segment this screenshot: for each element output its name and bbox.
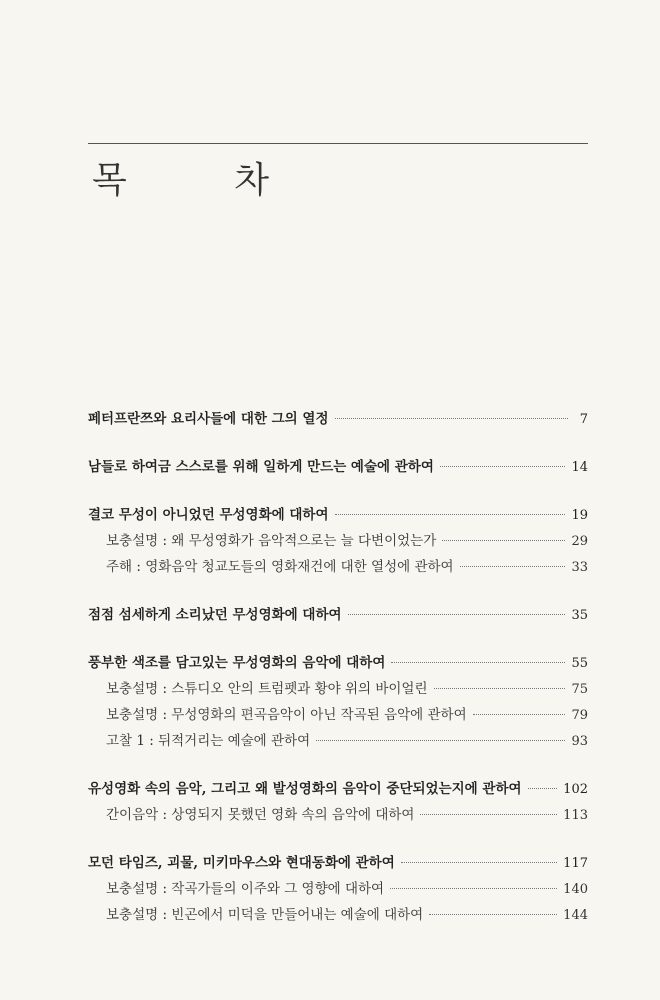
toc-entry-page: 7 [579, 412, 588, 427]
page-title: 목 차 [92, 160, 317, 201]
dot-leader [440, 465, 566, 467]
toc-entry-title: 페터프란쯔와 요리사들에 대한 그의 열정 [88, 411, 329, 427]
header-rule [88, 143, 588, 144]
dot-leader [348, 613, 566, 615]
toc-entry-page: 75 [571, 682, 588, 697]
toc-subentry[interactable] [88, 529, 588, 555]
table-of-contents [88, 407, 588, 929]
toc-entry-page: 14 [571, 460, 588, 475]
toc-entry[interactable] [88, 603, 588, 629]
dot-leader [528, 787, 558, 789]
toc-entry[interactable] [88, 777, 588, 803]
toc-entry[interactable] [88, 455, 588, 481]
toc-entry-page: 102 [563, 782, 588, 797]
dot-leader [391, 661, 565, 663]
toc-entry-page: 19 [571, 508, 588, 523]
toc-entry[interactable] [88, 851, 588, 877]
toc-entry[interactable] [88, 407, 588, 433]
toc-entry-page: 117 [563, 856, 588, 871]
dot-leader [390, 887, 557, 889]
toc-entry[interactable] [88, 503, 588, 529]
toc-entry-page: 55 [571, 656, 588, 671]
toc-entry-page: 29 [571, 534, 588, 549]
toc-entry-title: 주해 : 영화음악 청교도들의 영화재건에 대한 열성에 관하여 [106, 559, 454, 575]
toc-subentry[interactable] [88, 555, 588, 581]
toc-subentry[interactable] [88, 803, 588, 829]
toc-entry-title: 보충설명 : 빈곤에서 미덕을 만들어내는 예술에 대하여 [106, 907, 424, 923]
dot-leader [335, 417, 569, 419]
toc-entry-title: 모던 타임즈, 괴물, 미키마우스와 현대동화에 관하여 [88, 855, 395, 871]
dot-leader [429, 913, 557, 915]
toc-entry-page: 79 [571, 708, 588, 723]
toc-entry-page: 33 [571, 560, 588, 575]
toc-entry-page: 35 [571, 608, 588, 623]
dot-leader [420, 813, 557, 815]
toc-entry-title: 유성영화 속의 음악, 그리고 왜 발성영화의 음악이 중단되었는지에 관하여 [88, 781, 522, 797]
toc-entry-page: 144 [563, 908, 588, 923]
toc-entry-title: 보충설명 : 스튜디오 안의 트럼펫과 황야 위의 바이얼린 [106, 681, 428, 697]
toc-entry-title: 점점 섬세하게 소리났던 무성영화에 대하여 [88, 607, 342, 623]
toc-subentry[interactable] [88, 877, 588, 903]
toc-entry-title: 보충설명 : 무성영화의 편곡음악이 아닌 작곡된 음악에 관하여 [106, 707, 467, 723]
toc-entry-title: 보충설명 : 왜 무성영화가 음악적으로는 늘 다변이었는가 [106, 533, 437, 549]
toc-entry-title: 풍부한 색조를 담고있는 무성영화의 음악에 대하여 [88, 655, 386, 671]
toc-entry-title: 간이음악 : 상영되지 못했던 영화 속의 음악에 대하여 [106, 807, 415, 823]
toc-entry-title: 남들로 하여금 스스로를 위해 일하게 만드는 예술에 관하여 [88, 459, 434, 475]
dot-leader [460, 565, 566, 567]
toc-entry[interactable] [88, 651, 588, 677]
toc-entry-page: 140 [563, 882, 588, 897]
toc-subentry[interactable] [88, 677, 588, 703]
dot-leader [316, 739, 565, 741]
toc-entry-page: 113 [563, 808, 588, 823]
dot-leader [335, 513, 566, 515]
dot-leader [473, 713, 566, 715]
toc-subentry[interactable] [88, 703, 588, 729]
dot-leader [401, 861, 557, 863]
toc-subentry[interactable] [88, 729, 588, 755]
toc-entry-title: 보충설명 : 작곡가들의 이주와 그 영향에 대하여 [106, 881, 385, 897]
toc-entry-page: 93 [571, 734, 588, 749]
dot-leader [434, 687, 566, 689]
dot-leader [442, 539, 565, 541]
toc-subentry[interactable] [88, 903, 588, 929]
toc-entry-title: 고찰 1 : 뒤적거리는 예술에 관하여 [106, 733, 311, 749]
toc-entry-title: 결코 무성이 아니었던 무성영화에 대하여 [88, 507, 329, 523]
